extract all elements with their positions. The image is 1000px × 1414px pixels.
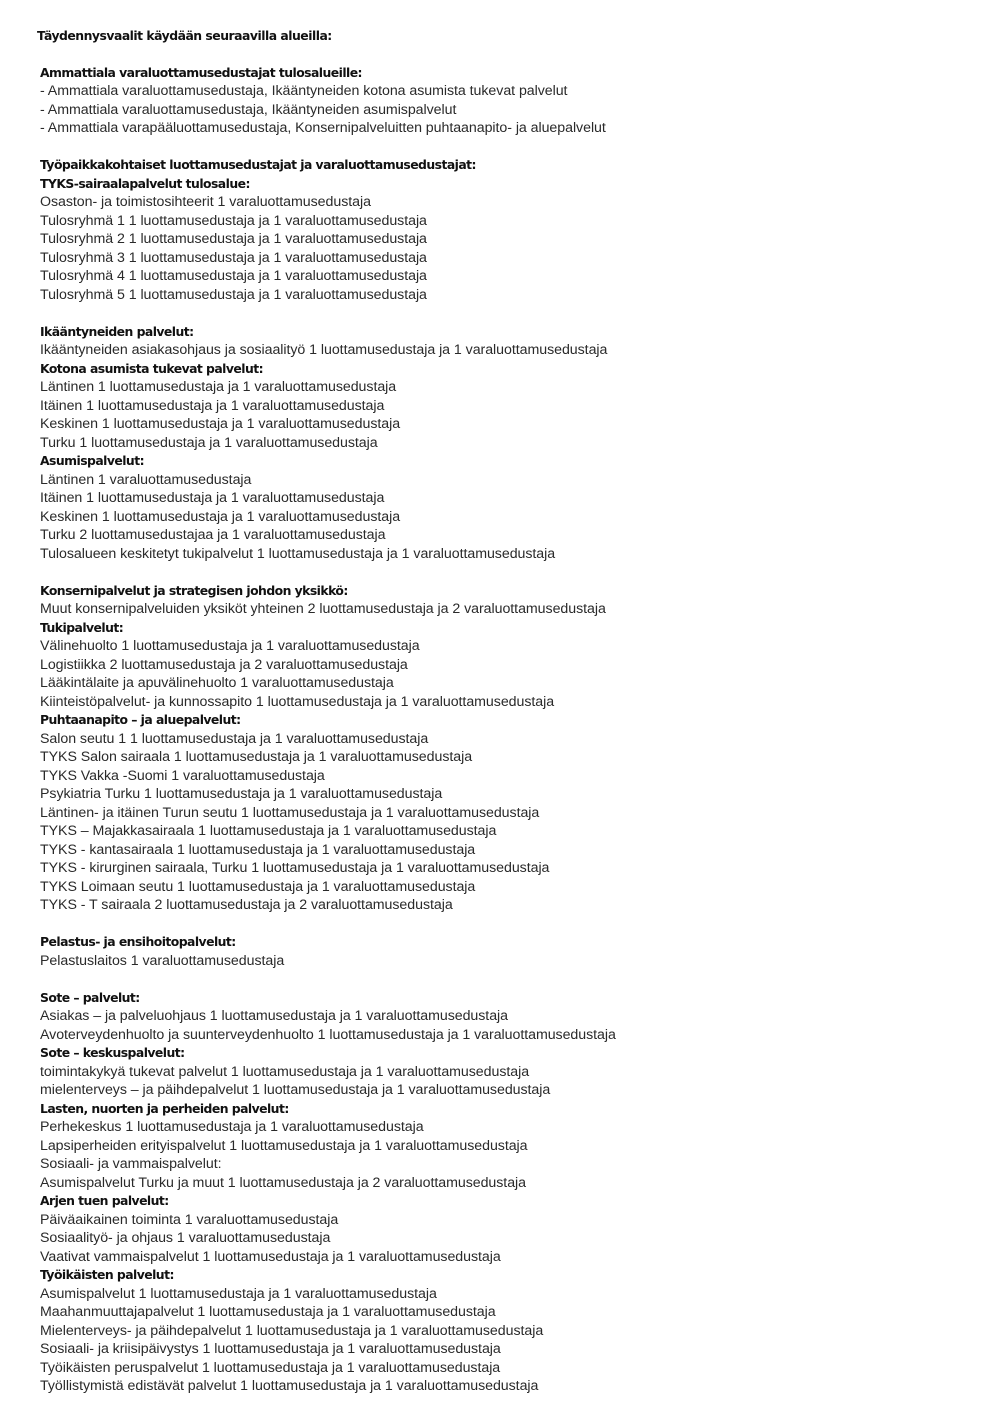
section — [40, 323, 980, 564]
list-item: Salon seutu 1 1 luottamusedustaja ja 1 varaluottamusedustaja — [40, 730, 429, 747]
list-item: TYKS Vakka -Suomi 1 varaluottamusedustaja — [40, 767, 325, 784]
section-spacer — [40, 304, 980, 323]
list-item: Päiväaikainen toiminta 1 varaluottamusedustaja — [40, 1211, 339, 1228]
section-heading: Sote – palvelut: — [40, 989, 140, 1005]
section-heading: Asumispalvelut: — [40, 453, 144, 468]
section-spacer — [40, 138, 980, 157]
list-item: Osaston- ja toimistosihteerit 1 varaluottamusedustaja — [40, 194, 371, 210]
list-item: toimintakykyä tukevat palvelut 1 luottamusedustaja ja 1 varaluottamusedustaja — [40, 1063, 530, 1080]
section-heading: Työikäisten palvelut: — [40, 1267, 174, 1282]
section-heading: Ammattiala varaluottamusedustajat tulosalueille: — [40, 64, 362, 80]
list-item: Välinehuolto 1 luottamusedustaja ja 1 varaluottamusedustaja — [40, 638, 420, 654]
list-item: Kiinteistöpalvelut- ja kunnossapito 1 luottamusedustaja ja 1 varaluottamusedustaja — [40, 693, 555, 710]
list-item: Itäinen 1 luottamusedustaja ja 1 varaluottamusedustaja — [40, 490, 385, 506]
section — [40, 933, 980, 970]
list-item: Tulosryhmä 4 1 luottamusedustaja ja 1 varaluottamusedustaja — [40, 268, 427, 284]
section-spacer — [40, 915, 980, 934]
list-item: - Ammattiala varaluottamusedustaja, Ikääntyneiden asumispalvelut — [40, 101, 457, 118]
document-content — [40, 45, 980, 1396]
section — [40, 156, 980, 304]
document-title: Täydennysvaalit käydään seuraavilla alueilla: — [37, 28, 332, 43]
list-item: Turku 1 luottamusedustaja ja 1 varaluottamusedustaja — [40, 434, 378, 451]
list-item: - Ammattiala varapääluottamusedustaja, Konsernipalveluitten puhtaanapito- ja aluepalvelut — [40, 120, 606, 136]
list-item: Asiakas – ja palveluohjaus 1 luottamusedustaja ja 1 varaluottamusedustaja — [40, 1008, 508, 1024]
list-item: Asumispalvelut Turku ja muut 1 luottamusedustaja ja 2 varaluottamusedustaja — [40, 1174, 526, 1191]
list-item: Keskinen 1 luottamusedustaja ja 1 varaluottamusedustaja — [40, 416, 401, 432]
list-item: Sosiaalityö- ja ohjaus 1 varaluottamusedustaja — [40, 1230, 331, 1246]
list-item: TYKS – Majakkasairaala 1 luottamusedustaja ja 1 varaluottamusedustaja — [40, 823, 497, 839]
section-heading: Pelastus- ja ensihoitopalvelut: — [40, 934, 236, 949]
section-heading: Tukipalvelut: — [40, 619, 124, 635]
list-item: Psykiatria Turku 1 luottamusedustaja ja 1 varaluottamusedustaja — [40, 786, 443, 802]
section — [40, 64, 980, 138]
list-item: Työikäisten peruspalvelut 1 luottamusedustaja ja 1 varaluottamusedustaja — [40, 1359, 501, 1376]
document-page — [37, 26, 980, 1396]
section-heading: Arjen tuen palvelut: — [40, 1193, 169, 1208]
section-heading: Lasten, nuorten ja perheiden palvelut: — [40, 1100, 289, 1116]
list-item: Turku 2 luottamusedustajaa ja 1 varaluottamusedustaja — [40, 527, 386, 543]
list-item: Läntinen 1 luottamusedustaja ja 1 varaluottamusedustaja — [40, 379, 397, 395]
section-heading: Työpaikkakohtaiset luottamusedustajat ja varaluottamusedustajat: — [40, 157, 476, 172]
section-heading: TYKS-sairaalapalvelut tulosalue: — [40, 175, 250, 191]
list-item: - Ammattiala varaluottamusedustaja, Ikääntyneiden kotona asumista tukevat palvelut — [40, 83, 568, 99]
list-item: Lääkintälaite ja apuvälinehuolto 1 varaluottamusedustaja — [40, 675, 394, 691]
section-spacer — [40, 563, 980, 582]
section-heading: Kotona asumista tukevat palvelut: — [40, 360, 264, 376]
section-heading: Ikääntyneiden palvelut: — [40, 323, 194, 339]
list-item: Tulosryhmä 1 1 luottamusedustaja ja 1 varaluottamusedustaja — [40, 212, 427, 229]
list-item: Muut konsernipalveluiden yksiköt yhteinen 2 luottamusedustaja ja 2 varaluottamusedustaja — [40, 601, 606, 617]
list-item: Itäinen 1 luottamusedustaja ja 1 varaluottamusedustaja — [40, 397, 385, 414]
list-item: TYKS - kantasairaala 1 luottamusedustaja ja 1 varaluottamusedustaja — [40, 841, 476, 858]
section-heading: Sote – keskuspalvelut: — [40, 1045, 185, 1060]
list-item: Sosiaali- ja kriisipäivystys 1 luottamusedustaja ja 1 varaluottamusedustaja — [40, 1341, 501, 1357]
list-item: Läntinen 1 varaluottamusedustaja — [40, 471, 252, 488]
list-item: Sosiaali- ja vammaispalvelut: — [40, 1156, 222, 1172]
list-item: Tulosryhmä 5 1 luottamusedustaja ja 1 varaluottamusedustaja — [40, 286, 427, 303]
list-item: Maahanmuuttajapalvelut 1 luottamusedustaja ja 1 varaluottamusedustaja — [40, 1304, 496, 1320]
list-item: Keskinen 1 luottamusedustaja ja 1 varaluottamusedustaja — [40, 508, 401, 525]
list-item: TYKS - T sairaala 2 luottamusedustaja ja 2 varaluottamusedustaja — [40, 897, 453, 913]
list-item: Mielenterveys- ja päihdepalvelut 1 luottamusedustaja ja 1 varaluottamusedustaja — [40, 1322, 544, 1339]
list-item: Tulosryhmä 3 1 luottamusedustaja ja 1 varaluottamusedustaja — [40, 249, 427, 266]
section — [40, 582, 980, 915]
list-item: mielenterveys – ja päihdepalvelut 1 luottamusedustaja ja 1 varaluottamusedustaja — [40, 1082, 551, 1098]
list-item: Tulosalueen keskitetyt tukipalvelut 1 luottamusedustaja ja 1 varaluottamusedustaja — [40, 545, 556, 562]
section-spacer — [40, 45, 980, 64]
list-item: TYKS Loimaan seutu 1 luottamusedustaja ja 1 varaluottamusedustaja — [40, 878, 476, 895]
section-spacer — [40, 970, 980, 989]
section-heading: Puhtaanapito – ja aluepalvelut: — [40, 712, 241, 727]
list-item: Perhekeskus 1 luottamusedustaja ja 1 varaluottamusedustaja — [40, 1119, 424, 1135]
list-item: Työllistymistä edistävät palvelut 1 luottamusedustaja ja 1 varaluottamusedustaja — [40, 1378, 539, 1394]
list-item: Lapsiperheiden erityispalvelut 1 luottamusedustaja ja 1 varaluottamusedustaja — [40, 1137, 528, 1154]
list-item: Asumispalvelut 1 luottamusedustaja ja 1 varaluottamusedustaja — [40, 1285, 437, 1302]
list-item: Vaativat vammaispalvelut 1 luottamusedustaja ja 1 varaluottamusedustaja — [40, 1248, 501, 1265]
list-item: Ikääntyneiden asiakasohjaus ja sosiaalityö 1 luottamusedustaja ja 1 varaluottamusedustaja — [40, 342, 608, 358]
list-item: Tulosryhmä 2 1 luottamusedustaja ja 1 varaluottamusedustaja — [40, 231, 427, 247]
list-item: Avoterveydenhuolto ja suunterveydenhuolto 1 luottamusedustaja ja 1 varaluottamusedustaja — [40, 1026, 616, 1043]
list-item: Pelastuslaitos 1 varaluottamusedustaja — [40, 952, 285, 969]
list-item: TYKS Salon sairaala 1 luottamusedustaja ja 1 varaluottamusedustaja — [40, 749, 473, 765]
list-item: Logistiikka 2 luottamusedustaja ja 2 varaluottamusedustaja — [40, 656, 408, 673]
section — [40, 989, 980, 1396]
list-item: Läntinen- ja itäinen Turun seutu 1 luottamusedustaja ja 1 varaluottamusedustaja — [40, 804, 540, 821]
list-item: TYKS - kirurginen sairaala, Turku 1 luottamusedustaja ja 1 varaluottamusedustaja — [40, 860, 550, 876]
section-heading: Konsernipalvelut ja strategisen johdon yksikkö: — [40, 582, 348, 598]
